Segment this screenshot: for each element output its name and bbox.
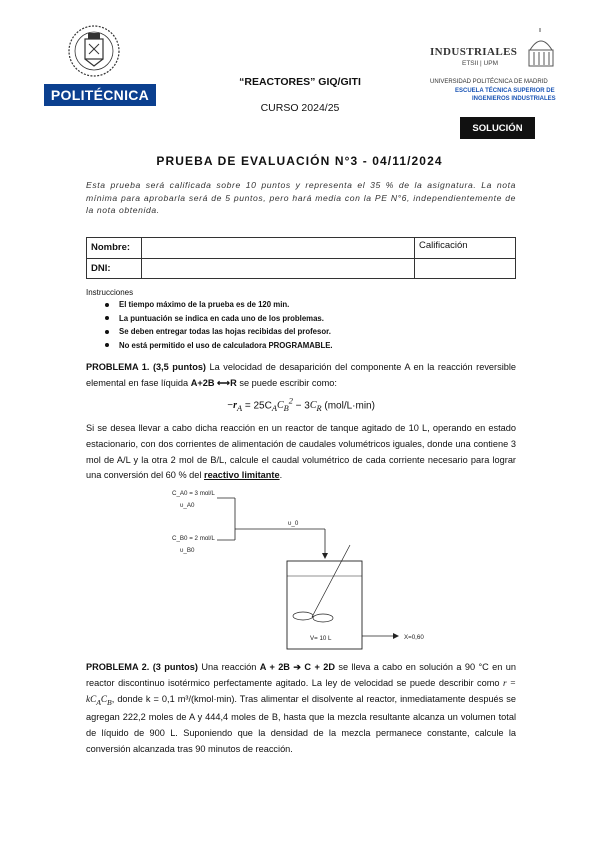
problem-2-points: (3 puntos) (152, 662, 198, 672)
stirrer-blade (293, 612, 313, 620)
student-id-table (86, 237, 516, 279)
school-line-1: UNIVERSIDAD POLITÉCNICA DE MADRID (430, 79, 548, 85)
name-label: Nombre: (87, 238, 142, 259)
rate-equation: $-r_A = 25C_AC_B^2 - 3C_R$ (mol/L·min) (227, 397, 375, 414)
problem-1-reaction: A+2B ⟷R (190, 377, 237, 388)
feed-a-flow: υ_A0 (180, 502, 195, 509)
combined-flow: υ_0 (288, 520, 299, 527)
problem-2-label: PROBLEMA 2. (86, 662, 150, 672)
grade-label: Calificación (415, 238, 516, 259)
feed-a-concentration: C_A0 = 3 mol/L (172, 490, 215, 497)
exam-intro: Esta prueba será calificada sobre 10 puntos y representa el 35 % de la asignatura. La nota mínima para aprobarla será de 5 puntos, pero hará media con la PE N°6, independientemente de la nota obtenida. (86, 180, 516, 215)
subject-title: “REACTORES” GIQ/GITI (239, 76, 361, 88)
problem-1-statement: PROBLEMA 1. (3,5 puntos) La velocidad de desaparición del componente A en la reacción reversible elemental en fase líquida A+2B ⟷R se puede escribir como: (86, 362, 516, 388)
dni-label: DNI: (87, 258, 142, 279)
stirrer-shaft (312, 545, 350, 617)
grade-field[interactable] (415, 258, 516, 279)
exam-title: PRUEBA DE EVALUACIÓN N°3 - 04/11/2024 (156, 154, 443, 168)
dni-field[interactable] (142, 258, 415, 279)
instruction-item: Se deben entregar todas las hojas recibidas del profesor. (105, 325, 333, 339)
course-label: CURSO 2024/25 (260, 102, 340, 114)
instructions-title: Instrucciones (86, 288, 134, 297)
problem-1-body: Si se desea llevar a cabo dicha reacción en un reactor de tanque agitado de 10 L, operando en estado estacionario, con dos corrientes de alimentación de caudales volumétricos iguales, donde una contiene 3 mol de A/L y la otra 2 mol de B/L, calcule el caudal volumétrico de cada corriente necesario para lograr una conversión del 60 % del reactivo limitante. (86, 423, 516, 481)
reactor-volume: V= 10 L (310, 635, 332, 642)
school-brand-sub: ETSII | UPM (462, 60, 498, 67)
problem-1-points: (3,5 puntos) (152, 362, 206, 372)
problem-1-label: PROBLEMA 1. (86, 362, 150, 372)
instruction-item: El tiempo máximo de la prueba es de 120 min. (105, 298, 333, 312)
name-field[interactable] (142, 238, 415, 259)
cstr-diagram (145, 485, 445, 655)
limiting-reactant: reactivo limitante (204, 470, 280, 481)
feed-b-flow: υ_B0 (180, 547, 195, 554)
school-line-2: ESCUELA TÉCNICA SUPERIOR DE (455, 88, 555, 94)
problem-2-reaction: A + 2B ➔ C + 2D (259, 662, 335, 672)
school-line-3: INGENIEROS INDUSTRIALES (472, 96, 556, 102)
instruction-item: La puntuación se indica en cada uno de los problemas. (105, 312, 333, 326)
university-crest-icon (66, 24, 122, 82)
instructions-list (105, 298, 333, 352)
university-logo-bar: POLITÉCNICA (44, 84, 156, 106)
conversion-label: X=0,60 (404, 634, 424, 641)
problem-2-statement: PROBLEMA 2. (3 puntos) Una reacción A + 2B ➔ C + 2D se lleva a cabo en solución a 90 °C en un reactor discontinuo isotérmico perfectamente agitado. La ley de velocidad se puede describir como $r = kC_AC_B$, donde k = 0,1 m³/(kmol·min). Tras alimentar el disolvente al reactor, inmediatamente después se agregan 222,2 moles de A y 444,4 moles de B, hasta que la mezcla resultante alcanza un volumen total de líquido de 900 L. Suponiendo que la densidad de la mezcla permanece constante, calcule la conversión alcanzada tras 90 minutos de reacción. (86, 662, 516, 754)
school-brand: INDUSTRIALES (430, 46, 518, 58)
rate-law: $r = kC_AC_B$ (86, 677, 516, 707)
feed-b-concentration: C_B0 = 2 mol/L (172, 535, 215, 542)
solution-badge: SOLUCIÓN (460, 117, 535, 139)
stirrer-blade (313, 614, 333, 622)
instruction-item: No está permitido el uso de calculadora PROGRAMABLE. (105, 339, 333, 353)
